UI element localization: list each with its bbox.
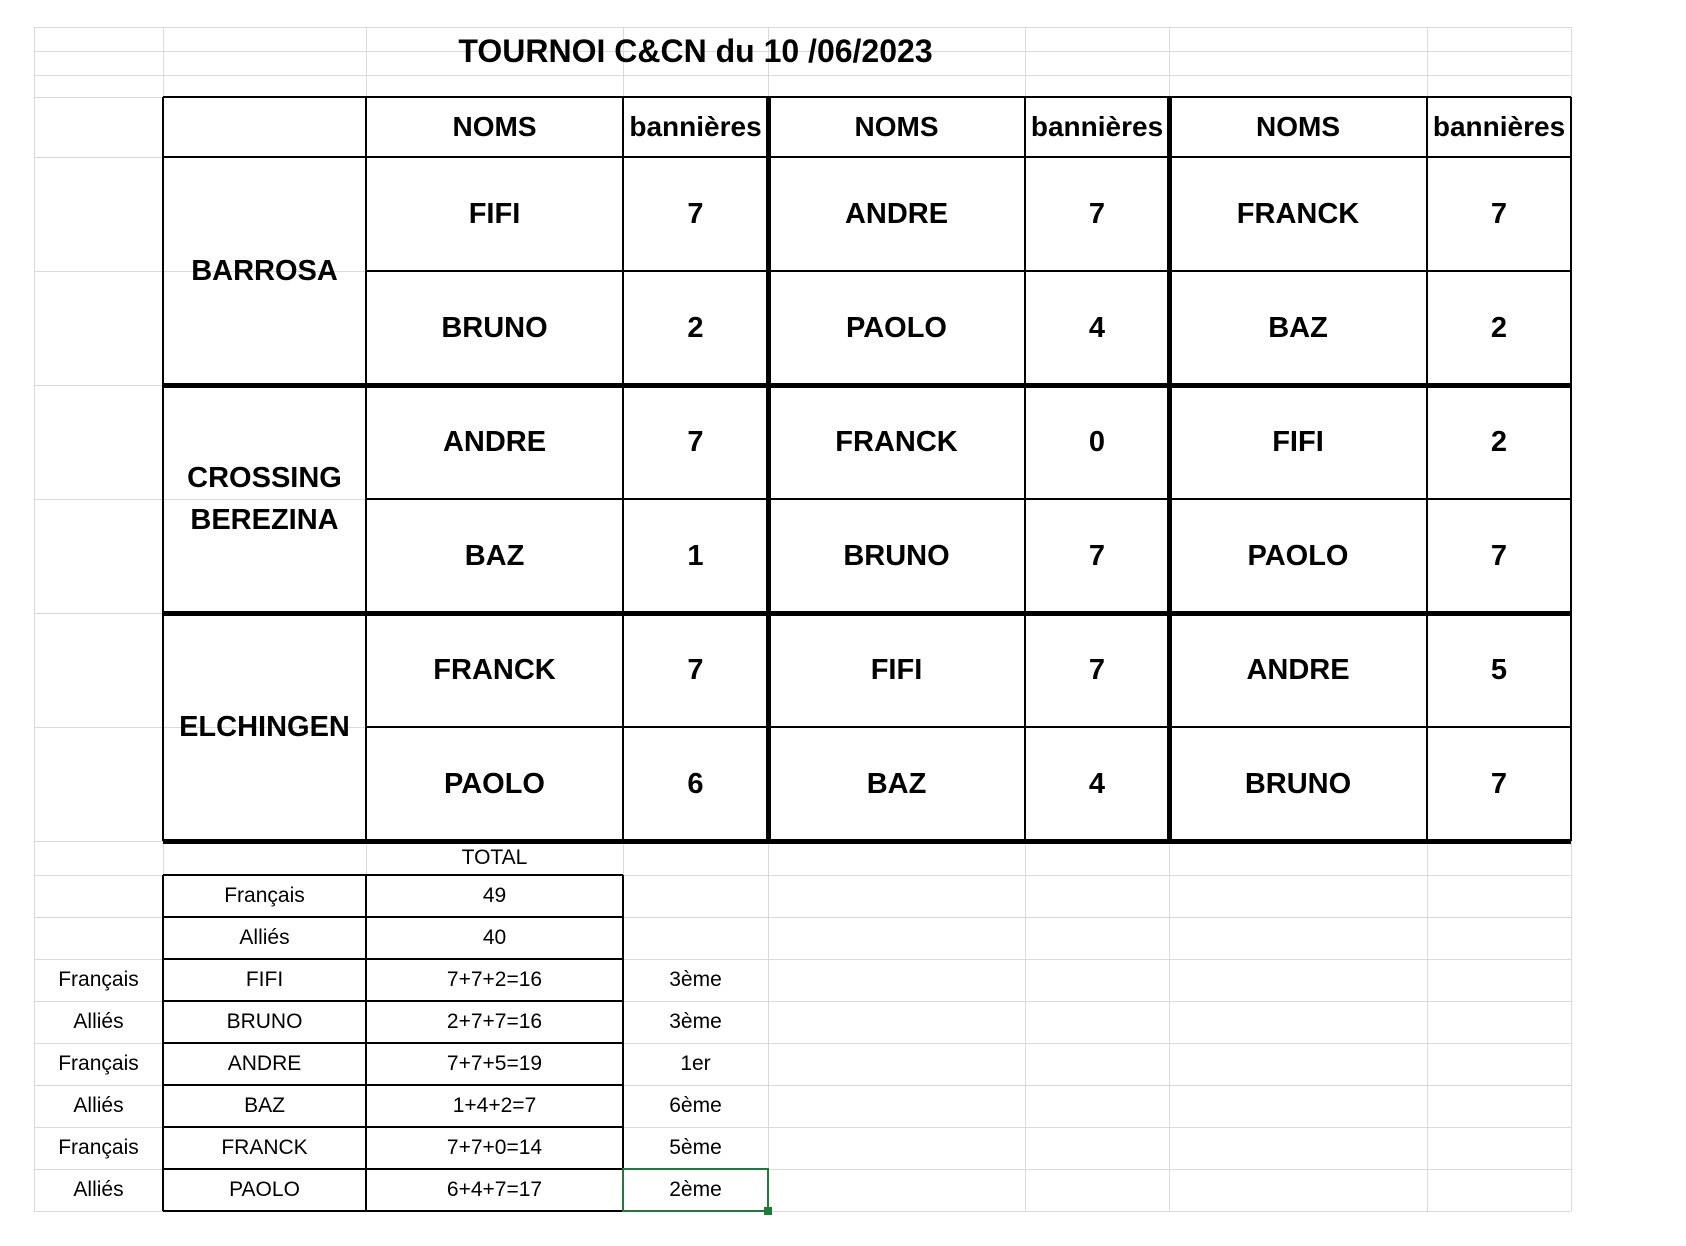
player-name-cell[interactable]: BRUNO [1244, 767, 1352, 800]
score-cell[interactable]: 0 [1088, 425, 1106, 458]
table-border [163, 916, 623, 918]
player-side[interactable]: Alliés [73, 1094, 124, 1117]
header-noms[interactable]: NOMS [452, 111, 537, 142]
player-calc[interactable]: 7+7+0=14 [446, 1136, 543, 1159]
player-name-cell[interactable]: FRANCK [835, 425, 958, 458]
total-value[interactable]: 40 [482, 926, 507, 949]
table-border [1570, 97, 1572, 841]
player-name-cell[interactable]: BRUNO [441, 311, 548, 344]
table-border-thick [766, 97, 771, 841]
player-name-cell[interactable]: FIFI [468, 197, 521, 230]
score-cell[interactable]: 7 [1088, 197, 1106, 230]
player-name-cell[interactable]: FIFI [870, 653, 923, 686]
table-border [162, 875, 164, 1211]
table-border [366, 726, 1571, 728]
score-cell[interactable]: 4 [1088, 311, 1106, 344]
player-side[interactable]: Alliés [73, 1010, 124, 1033]
table-border [365, 97, 367, 841]
score-cell[interactable]: 2 [1490, 311, 1508, 344]
player-name-cell[interactable]: FRANCK [1236, 197, 1360, 230]
score-cell[interactable]: 7 [1490, 539, 1508, 572]
scenario-name-line: BARROSA [191, 255, 338, 287]
table-border [163, 958, 623, 960]
player-name[interactable]: BAZ [244, 1094, 285, 1117]
header-bannieres[interactable]: bannières [1432, 111, 1566, 142]
total-value[interactable]: 49 [482, 884, 507, 907]
player-name-cell[interactable]: ANDRE [844, 197, 949, 230]
player-name-cell[interactable]: BAZ [866, 767, 927, 800]
player-calc[interactable]: 6+4+7=17 [446, 1178, 543, 1201]
table-border-thick [163, 383, 1571, 388]
scenario-name-line: BEREZINA [190, 504, 339, 536]
table-border [163, 1126, 623, 1128]
player-side[interactable]: Français [58, 1136, 139, 1159]
table-border [163, 1084, 623, 1086]
table-border-thick [163, 611, 1571, 616]
table-border [163, 1210, 623, 1212]
player-rank[interactable]: 6ème [669, 1094, 722, 1117]
table-border [163, 1042, 623, 1044]
player-name-cell[interactable]: ANDRE [442, 425, 547, 458]
scenario-name[interactable] [163, 613, 366, 841]
header-noms[interactable]: NOMS [854, 111, 939, 142]
player-name-cell[interactable]: BAZ [1268, 311, 1328, 344]
table-border [366, 270, 1571, 272]
table-border [163, 874, 623, 876]
table-border [1426, 97, 1428, 841]
player-side[interactable]: Français [58, 1052, 139, 1075]
player-rank[interactable]: 3ème [669, 968, 722, 991]
player-name-cell[interactable]: FRANCK [433, 653, 556, 686]
player-name-cell[interactable]: FIFI [1272, 425, 1324, 458]
player-name-cell[interactable]: ANDRE [1246, 653, 1350, 686]
player-name-cell[interactable]: PAOLO [444, 767, 545, 800]
player-calc[interactable]: 7+7+2=16 [446, 968, 543, 991]
player-side[interactable]: Alliés [73, 1178, 124, 1201]
player-calc[interactable]: 1+4+2=7 [452, 1094, 537, 1117]
header-noms[interactable]: NOMS [1256, 111, 1340, 142]
score-cell[interactable]: 7 [1490, 767, 1508, 800]
player-name[interactable]: BRUNO [226, 1010, 303, 1033]
player-rank[interactable]: 3ème [669, 1010, 722, 1033]
table-border [1024, 97, 1026, 841]
player-side[interactable]: Français [58, 968, 139, 991]
score-cell[interactable]: 7 [1490, 197, 1508, 230]
player-name-cell[interactable]: PAOLO [846, 311, 947, 344]
table-border [366, 498, 1571, 500]
score-cell[interactable]: 7 [687, 425, 704, 458]
header-bannieres[interactable]: bannières [629, 111, 762, 142]
table-border [163, 1000, 623, 1002]
player-name-cell[interactable]: PAOLO [1247, 539, 1349, 572]
table-border [365, 875, 367, 1211]
player-calc[interactable]: 2+7+7=16 [446, 1010, 543, 1033]
player-calc[interactable]: 7+7+5=19 [446, 1052, 543, 1075]
scenario-name[interactable] [163, 385, 366, 613]
player-name[interactable]: PAOLO [229, 1178, 300, 1201]
player-name[interactable]: FRANCK [221, 1136, 308, 1159]
table-border [163, 156, 1571, 158]
selected-cell-outline[interactable] [622, 1168, 769, 1212]
score-cell[interactable]: 1 [687, 539, 704, 572]
player-name[interactable]: ANDRE [227, 1052, 302, 1075]
player-rank[interactable]: 5ème [669, 1136, 722, 1159]
score-cell[interactable]: 7 [1088, 653, 1106, 686]
score-cell[interactable]: 7 [687, 197, 704, 230]
table-border [622, 875, 624, 1211]
score-cell[interactable]: 7 [1088, 539, 1106, 572]
player-name-cell[interactable]: BAZ [464, 539, 525, 572]
sheet-title: TOURNOI C&CN du 10 /06/2023 [458, 32, 933, 69]
score-cell[interactable]: 7 [687, 653, 704, 686]
gridline-horizontal [34, 75, 1571, 76]
score-cell[interactable]: 2 [687, 311, 704, 344]
scenario-name-line: ELCHINGEN [179, 711, 350, 743]
player-rank[interactable]: 1er [680, 1052, 711, 1075]
header-bannieres[interactable]: bannières [1030, 111, 1164, 142]
table-border [622, 97, 624, 841]
table-border [162, 97, 164, 841]
table-border-thick [1167, 97, 1172, 841]
scenario-name[interactable] [163, 157, 366, 385]
scenario-name-line: CROSSING [187, 462, 342, 494]
fill-handle[interactable] [764, 1207, 772, 1215]
table-border [163, 96, 1571, 98]
score-cell[interactable]: 2 [1490, 425, 1508, 458]
table-border [163, 1168, 623, 1170]
score-cell[interactable]: 5 [1490, 653, 1508, 686]
score-cell[interactable]: 6 [687, 767, 704, 800]
total-label[interactable]: Français [224, 884, 305, 907]
total-header: TOTAL [461, 846, 528, 869]
total-label[interactable]: Alliés [239, 926, 290, 949]
score-cell[interactable]: 4 [1088, 767, 1106, 800]
player-name[interactable]: FIFI [245, 968, 284, 991]
player-rank[interactable]: 2ème [669, 1178, 722, 1201]
player-name-cell[interactable]: BRUNO [843, 539, 950, 572]
